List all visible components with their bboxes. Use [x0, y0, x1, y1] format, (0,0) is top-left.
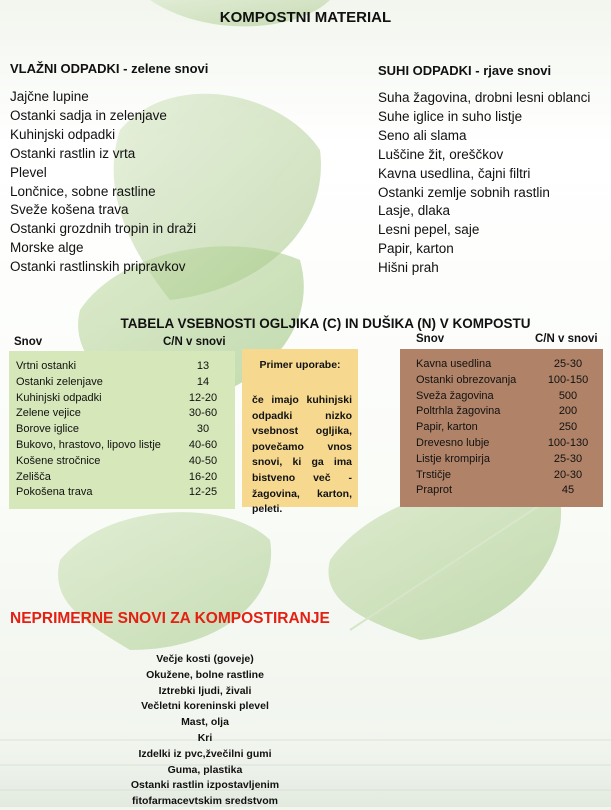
list-item: Papir, karton	[378, 241, 454, 257]
leaf-bottom-left	[58, 512, 271, 650]
brown-col-substance-header: Snov	[416, 333, 445, 345]
unsuitable-heading: NEPRIMERNE SNOVI ZA KOMPOSTIRANJE	[10, 610, 330, 627]
row-ratio: 40-60	[188, 438, 218, 451]
row-ratio: 16-20	[188, 470, 218, 483]
row-ratio: 45	[561, 484, 575, 497]
row-name: Ostanki zelenjave	[16, 375, 103, 388]
list-item: Guma, plastika	[167, 763, 243, 776]
row-ratio: 25-30	[553, 452, 583, 465]
list-item: Iztrebki ljudi, živali	[158, 684, 252, 697]
row-name: Kavna usedlina	[416, 358, 492, 370]
list-item: Ostanki zemlje sobnih rastlin	[378, 184, 550, 200]
table-row	[416, 483, 596, 499]
page-title: KOMPOSTNI MATERIAL	[219, 9, 392, 26]
list-item: Kri	[197, 731, 213, 744]
green-col-substance-header: Snov	[14, 336, 43, 348]
list-item: Kuhinjski odpadki	[10, 126, 116, 142]
usage-example-text: če imajo kuhinjski odpadki nizko vsebnost ogljika, povečamo vnos snovi, ki ga ima bistveno več - žagovina, karton, peleti.	[252, 394, 352, 516]
dry-waste-list	[378, 89, 590, 278]
brown-col-ratio-header: C/N v snovi	[535, 333, 598, 345]
row-ratio: 250	[558, 421, 578, 434]
wet-waste-list	[10, 88, 196, 277]
list-item: Ostanki rastlinskih pripravkov	[10, 259, 186, 275]
list-item: Suha žagovina, drobni lesni oblanci	[378, 90, 591, 105]
row-name: Vrtni ostanki	[16, 360, 77, 372]
row-name: Zelene vejice	[16, 407, 81, 420]
table-row	[16, 470, 228, 486]
list-item: Lesni pepel, saje	[378, 222, 480, 238]
unsuitable-list	[80, 652, 330, 810]
list-item: Kavna usedlina, čajni filtri	[378, 165, 531, 181]
list-item: Okužene, bolne rastline	[146, 668, 264, 681]
list-item: Luščine žit, oreščkov	[378, 146, 504, 162]
list-item: Morske alge	[10, 240, 84, 256]
row-name: Kuhinjski odpadki	[16, 391, 102, 404]
list-item: fitofarmacevtskim sredstvom	[132, 795, 278, 808]
row-name: Sveža žagovina	[416, 389, 494, 402]
row-name: Trstičje	[416, 468, 452, 481]
row-name: Zelišča	[16, 470, 51, 483]
list-item: Večletni koreninski plevel	[141, 700, 269, 713]
row-name: Drevesno lubje	[416, 436, 490, 449]
list-item: Seno ali slama	[378, 127, 467, 143]
row-name: Papir, karton	[416, 421, 478, 434]
usage-example-title: Primer uporabe:	[259, 359, 341, 371]
table-row	[416, 452, 596, 468]
leaf-bottom-right	[328, 487, 561, 641]
row-ratio: 30-60	[188, 407, 218, 420]
table-row	[16, 438, 228, 454]
table-row	[416, 436, 596, 452]
dry-waste-heading: SUHI ODPADKI - rjave snovi	[378, 63, 552, 78]
list-item: Večje kosti (goveje)	[156, 653, 254, 665]
list-item: Mast, olja	[181, 716, 229, 729]
table-row	[416, 373, 596, 389]
row-name: Poltrhla žagovina	[416, 405, 501, 418]
row-ratio: 12-20	[188, 391, 218, 404]
row-ratio: 100-150	[547, 373, 589, 386]
table-row	[16, 422, 228, 438]
table-row	[416, 404, 596, 420]
table-row	[416, 468, 596, 484]
list-item: Plevel	[10, 164, 47, 180]
row-ratio: 200	[558, 405, 578, 418]
row-name: Borove iglice	[16, 423, 79, 436]
list-item: Ostanki rastlin izpostavljenim	[130, 779, 280, 792]
row-ratio: 500	[558, 389, 578, 402]
cn-table-title: TABELA VSEBNOSTI OGLJIKA (C) IN DUŠIKA (N) V KOMPOSTU	[120, 316, 531, 331]
table-row	[416, 357, 596, 373]
row-ratio: 12-25	[188, 486, 218, 499]
row-ratio: 14	[196, 375, 210, 388]
list-item: Hišni prah	[378, 260, 439, 276]
table-row	[416, 389, 596, 405]
list-item: Ostanki sadja in zelenjave	[10, 107, 167, 123]
list-item: Izdelki iz pvc,žvečilni gumi	[138, 747, 272, 760]
green-materials-table	[9, 351, 235, 509]
usage-example-box	[242, 349, 358, 516]
list-item: Lasje, dlaka	[378, 203, 451, 219]
table-row	[16, 406, 228, 422]
list-item: Ostanki grozdnih tropin in draži	[10, 221, 197, 237]
list-item: Sveže košena trava	[10, 202, 129, 218]
table-row	[16, 375, 228, 391]
list-item: Jajčne lupine	[10, 89, 89, 104]
list-item: Lončnice, sobne rastline	[10, 183, 156, 199]
row-name: Bukovo, hrastovo, lipovo listje	[16, 438, 161, 451]
table-row	[16, 454, 228, 470]
row-name: Ostanki obrezovanja	[416, 373, 517, 386]
row-ratio: 25-30	[553, 358, 583, 370]
row-name: Praprot	[416, 484, 453, 497]
table-row	[16, 485, 228, 501]
row-ratio: 13	[196, 360, 210, 372]
row-name: Košene stročnice	[16, 454, 101, 467]
row-ratio: 100-130	[547, 436, 589, 449]
row-name: Pokošena trava	[16, 486, 93, 499]
table-row	[16, 359, 228, 375]
wet-waste-heading: VLAŽNI ODPADKI - zelene snovi	[10, 61, 209, 76]
row-ratio: 30	[196, 423, 210, 436]
table-row	[416, 420, 596, 436]
row-ratio: 20-30	[553, 468, 583, 481]
row-ratio: 40-50	[188, 454, 218, 467]
list-item: Ostanki rastlin iz vrta	[10, 145, 136, 161]
brown-materials-table	[400, 349, 603, 507]
list-item: Suhe iglice in suho listje	[378, 108, 523, 124]
table-row	[16, 391, 228, 407]
green-col-ratio-header: C/N v snovi	[163, 336, 226, 348]
row-name: Listje krompirja	[416, 452, 490, 465]
